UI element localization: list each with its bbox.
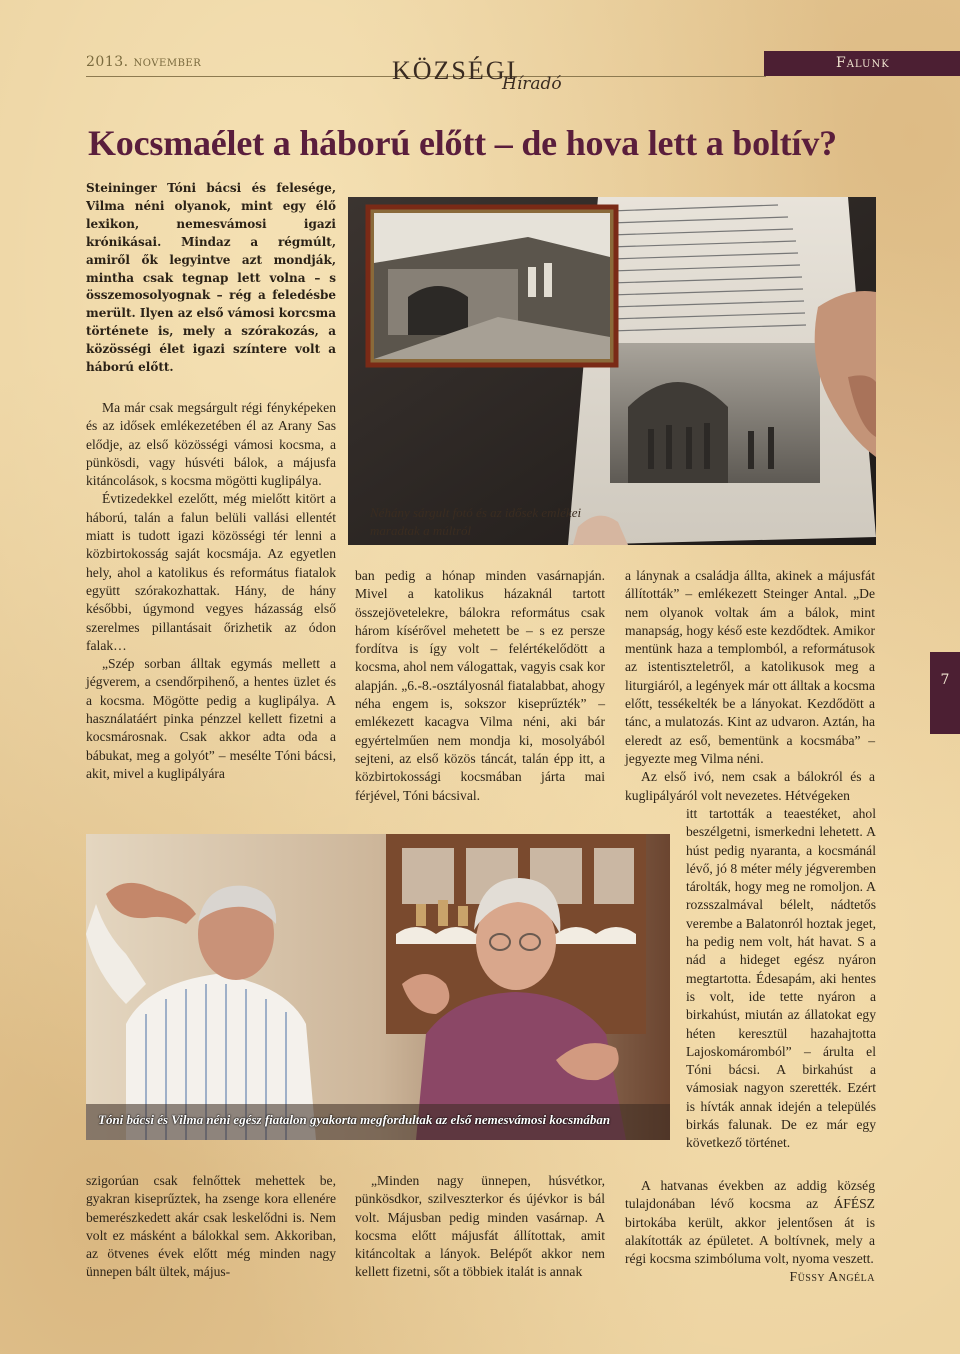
paragraph: a lánynak a családja állta, akinek a májusfát állították” – emlékezett Steinger Antal. „De nem olyanok voltak ám a bálok, mint manapság, hogy késő este kezdődtek. Amikor mentünk haza a templomból, a reformátusok az istentiszteletről, a katolikusok meg a liturgiáról, a legények már ott álltak a kocsma előtt, tessékelték be a lányokat. Kezdődött a tánc, a mulatozás. Kint az udvaron. Aztán, ha eleredt az eső, bementünk a kocsmába” – jegyezte meg Vilma néni. [625, 568, 875, 766]
text-column-3-continued [686, 805, 876, 1153]
paragraph: ban pedig a hónap minden vasárnapján. Mivel a katolikus házaknál tartott összejövetelekre, bálokra református csak három kísérővel mehetett be – s ez persze fordítva is így volt – felértékelődött a kocsma, ahol nem válogattak, vagyis csak kor alapján. „6.-8.-osztályosnál fiatalabbat, ahogy néha engem is, sokszor kiseprűzték” – emlékezett kacagva Vilma néni, aki bár egyértelműen nem mondja ki, mosolyából sejteni, az első közös táncát, talán épp itt, a közbirtokossági kocsmában járta mai férjével, Tóni bácsival. [355, 568, 605, 803]
issue-date: 2013. november [86, 54, 202, 70]
paragraph: Az első ivó, nem csak a bálokról és a kuglipályáról volt nevezetes. Hétvégeken [625, 769, 875, 803]
photo-couple-image [86, 834, 670, 1140]
text-column-1-bottom [86, 1172, 336, 1282]
text-column-3-bottom [625, 1177, 875, 1287]
logo-sub-text: Híradó [502, 74, 562, 94]
paragraph: Ma már csak megsárgult régi fényképeken és az idősek emlékezetében él az Arany Sas elődje, az első közösségi vámosi kocsma, a pünkösdi, vagy húsvéti bálok, a májusfa kitáncolások, s kocsma mögötti kuglipálya. [86, 400, 336, 489]
paragraph: „Szép sorban álltak egymás mellett a jégverem, a csendőrpihenő, a hentes üzlet és a kocsma. Mögötte pedig a kuglipálya. A használatáért pinka pénzzel kellett fizetni a kocsmárosnak. Csak akkor adta oda a bábukat, meg a golyót” – mesélte Tóni bácsi, akit, mivel a kuglipályára [86, 656, 336, 781]
text-column-2 [355, 567, 605, 805]
paragraph: szigorúan csak felnőttek mehettek be, gyakran kiseprűztek, ha zsenge kora ellenére bemerészkedett akár csak leskelődni is. Nem volt ez másként a bálokkal sem. Akkoriban, az ötvenes évek előtt még minden nagy ünnepen bált ültek, május- [86, 1173, 336, 1280]
text-column-3 [625, 567, 875, 805]
photo-old-book-caption: Néhány sárgult fotó és az idősek emlékei maradtak a múltról [370, 505, 582, 538]
photo-couple-caption: Tóni bácsi és Vilma néni egész fiatalon gyakorta megfordultak az első nemesvámosi kocsmában [98, 1112, 611, 1127]
paragraph: A hatvanas években az addig község tulajdonában lévő kocsma az ÁFÉSZ birtokába került, akkor jelentősen át is alakították az épületet. A boltívnek, mely a régi kocsma szimbóluma volt, nyoma veszett. [625, 1178, 875, 1267]
photo-couple [86, 834, 670, 1140]
article-lead: Steininger Tóni bácsi és felesége, Vilma néni olyanok, mint egy élő lexikon, nemesvámosi igazi krónikásai. Mindaz a régmúlt, amiről ők legyintve azt mondják, mintha csak tegnap lett volna – s összemosolyognak – rég a feledésbe merült. Ilyen az első vámosi korcsma története is, mely a szórakozás, a közösségi élet igazi színtere volt a háború előtt. [86, 181, 336, 375]
photo-old-book [348, 197, 876, 545]
paragraph: Évtizedekkel ezelőtt, még mielőtt kitört a háború, talán a falun belüli vallási ellentét miatt is tudott igazi közösségi tér lenni a közbirtokosság saját kocsmája. Az egyetlen hely, ahol a katolikus és református fiatalok együtt szórakozhattak. Hány, de hány későbbi, úgymond vegyes házasság első szerelmes pillantásait őrizhetik az ódon falak… [86, 491, 336, 653]
magazine-logo [392, 56, 582, 96]
text-column-2-bottom [355, 1172, 605, 1282]
section-label: Falunk [764, 51, 960, 76]
page-number: 7 [930, 652, 960, 734]
article-title: Kocsmaélet a háború előtt – de hova lett a boltív? [88, 123, 837, 163]
logo-main-text: KÖZSÉGI [392, 56, 518, 85]
photo-old-book-image [348, 197, 876, 545]
paragraph: itt tartották a teaestéket, ahol beszélgetni, ismerkedni lehetett. A húst pedig nyaranta, a kocsmánál lévő, jó 8 méter mély jégveremben tárolták, hogy meg ne romoljon. A rozsszalmával bélelt, nádtetős verembe a Balatonról hoztak jeget, ha pedig nem volt, hát havat. S a nád a hideget egész nyáron megtartotta. Édesapám, aki hentes is volt, ide tette nyáron a birkahúst, miután az állatokat egy héten keresztül hazahajtotta Lajoskomáromból” – árulta el Tóni bácsi. A birkahúst a vámosiak nagyon szerették. Ezért is hívták annak idején a település birkás falunak. De ez már egy következő történet. [686, 806, 876, 1151]
text-column-1 [86, 399, 336, 783]
paragraph: „Minden nagy ünnepen, húsvétkor, pünkösdkor, szilveszterkor és újévkor is bál volt. Májusban pedig minden vasárnap. A kocsma előtt májusfát állítottak, amit kitáncoltak a lányok. Belépőt akkor nem kellett fizetni, sőt a többiek italát is annak [355, 1173, 605, 1280]
article-author: Füssy Angéla [789, 1269, 875, 1285]
